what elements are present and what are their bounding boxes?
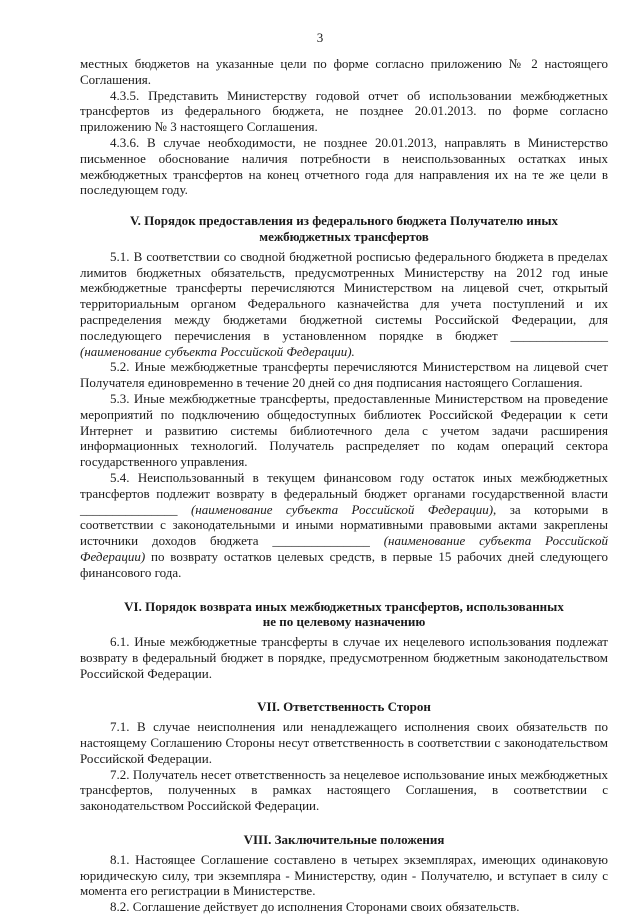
section-6-heading: VI. Порядок возврата иных межбюджетных трансфертов, использованных не по целевому назначению <box>124 598 564 630</box>
page-number: 3 <box>316 30 324 45</box>
paragraph-5-4-text-c: по возврату остатков целевых средств, в первые 15 рабочих дней следующего финансового года. <box>80 548 608 580</box>
paragraph-intro: местных бюджетов на указанные цели по форме согласно приложению № 2 настоящего Соглашения. <box>80 56 608 87</box>
paragraph-7-1: 7.1. В случае неисполнения или ненадлежащего исполнения своих обязательств по настоящему Соглашению Стороны несут ответственность в соответствии с законодательством Российской Федерации. <box>80 719 608 766</box>
paragraph-5-1-note: (наименование субъекта Российской Федерации). <box>80 343 355 359</box>
paragraph-5-4-text-b: , за которыми в соответствии с законодательными и иными нормативными правовыми актами закреплены источники доходов бюджета <box>80 501 609 549</box>
paragraph-4-3-6: 4.3.6. В случае необходимости, не позднее 20.01.2013, направлять в Министерство письменное обоснование наличия потребности в неиспользованных остатках иных межбюджетных трансфертов на конец отчетного года для направления их на те же цели в последующем году. <box>80 134 608 198</box>
paragraph-5-1 <box>80 249 608 360</box>
section-8-heading: VIII. Заключительные положения <box>243 832 445 848</box>
paragraph-5-4-note-a: (наименование субъекта Российской Федерации) <box>190 501 494 517</box>
blank-line: _______________ <box>272 533 370 549</box>
paragraph-5-2: 5.2. Иные межбюджетные трансферты перечисляются Министерством на лицевой счет Получателя единовременно в течение 20 дней со дня подписания настоящего Соглашения. <box>80 359 608 391</box>
blank-line: _______________ <box>510 327 608 343</box>
paragraph-8-2: 8.2. Соглашение действует до исполнения Сторонами своих обязательств. <box>110 899 520 915</box>
blank-line: _______________ <box>80 501 178 517</box>
section-7-heading: VII. Ответственность Сторон <box>257 699 431 715</box>
section-5-heading: V. Порядок предоставления из федерального бюджета Получателю иных межбюджетных трансфертов <box>129 213 559 244</box>
paragraph-6-1: 6.1. Иные межбюджетные трансферты в случае их нецелевого использования подлежат возврату в федеральный бюджет в порядке, предусмотренном бюджетным законодательством Российской Федерации. <box>80 634 608 681</box>
paragraph-5-4-note-b: (наименование субъекта Российской Федерации) <box>80 533 608 564</box>
paragraph-8-1: 8.1. Настоящее Соглашение составлено в четырех экземплярах, имеющих одинаковую юридическую силу, три экземпляра - Министерству, один - Получателю, и вступает в силу с момента его регистрации в Министерстве. <box>80 851 608 899</box>
paragraph-5-3: 5.3. Иные межбюджетные трансферты, предоставленные Министерством на проведение мероприятий по подключению общедоступных библиотек Российской Федерации к сети Интернет и развитию системы библиотечного дела с учетом задачи расширения информационных технологий. Получатель распределяет по кодам операций сектора государственного управления. <box>80 390 608 470</box>
paragraph-7-2: 7.2. Получатель несет ответственность за нецелевое использование иных межбюджетных трансфертов, полученных в рамках настоящего Соглашения, в соответствии с законодательством Российской Федерации. <box>80 766 608 814</box>
document-body <box>80 56 608 915</box>
paragraph-5-1-text: 5.1. В соответствии со сводной бюджетной росписью федерального бюджета в пределах лимитов бюджетных обязательств, предусмотренных Министерству на 2012 год иные межбюджетные трансферты перечисляются Министерством на лицевой счет, открытый территориальным органом Федерального казначейства для учета поступлений и их распределения между бюджетами бюджетной системы Российской Федерации, для последующего перечисления в установленном порядке в бюджет <box>80 248 608 343</box>
paragraph-5-4-text-a: 5.4. Неиспользованный в текущем финансовом году остаток иных межбюджетных трансфертов подлежит возврату в федеральный бюджет органами государственной власти <box>80 469 608 501</box>
paragraph-5-4 <box>80 470 608 581</box>
paragraph-4-3-5: 4.3.5. Представить Министерству годовой отчет об использовании межбюджетных трансфертов из федерального бюджета, не позднее 20.01.2013. по форме согласно приложению № 3 настоящего Соглашения. <box>80 87 608 135</box>
